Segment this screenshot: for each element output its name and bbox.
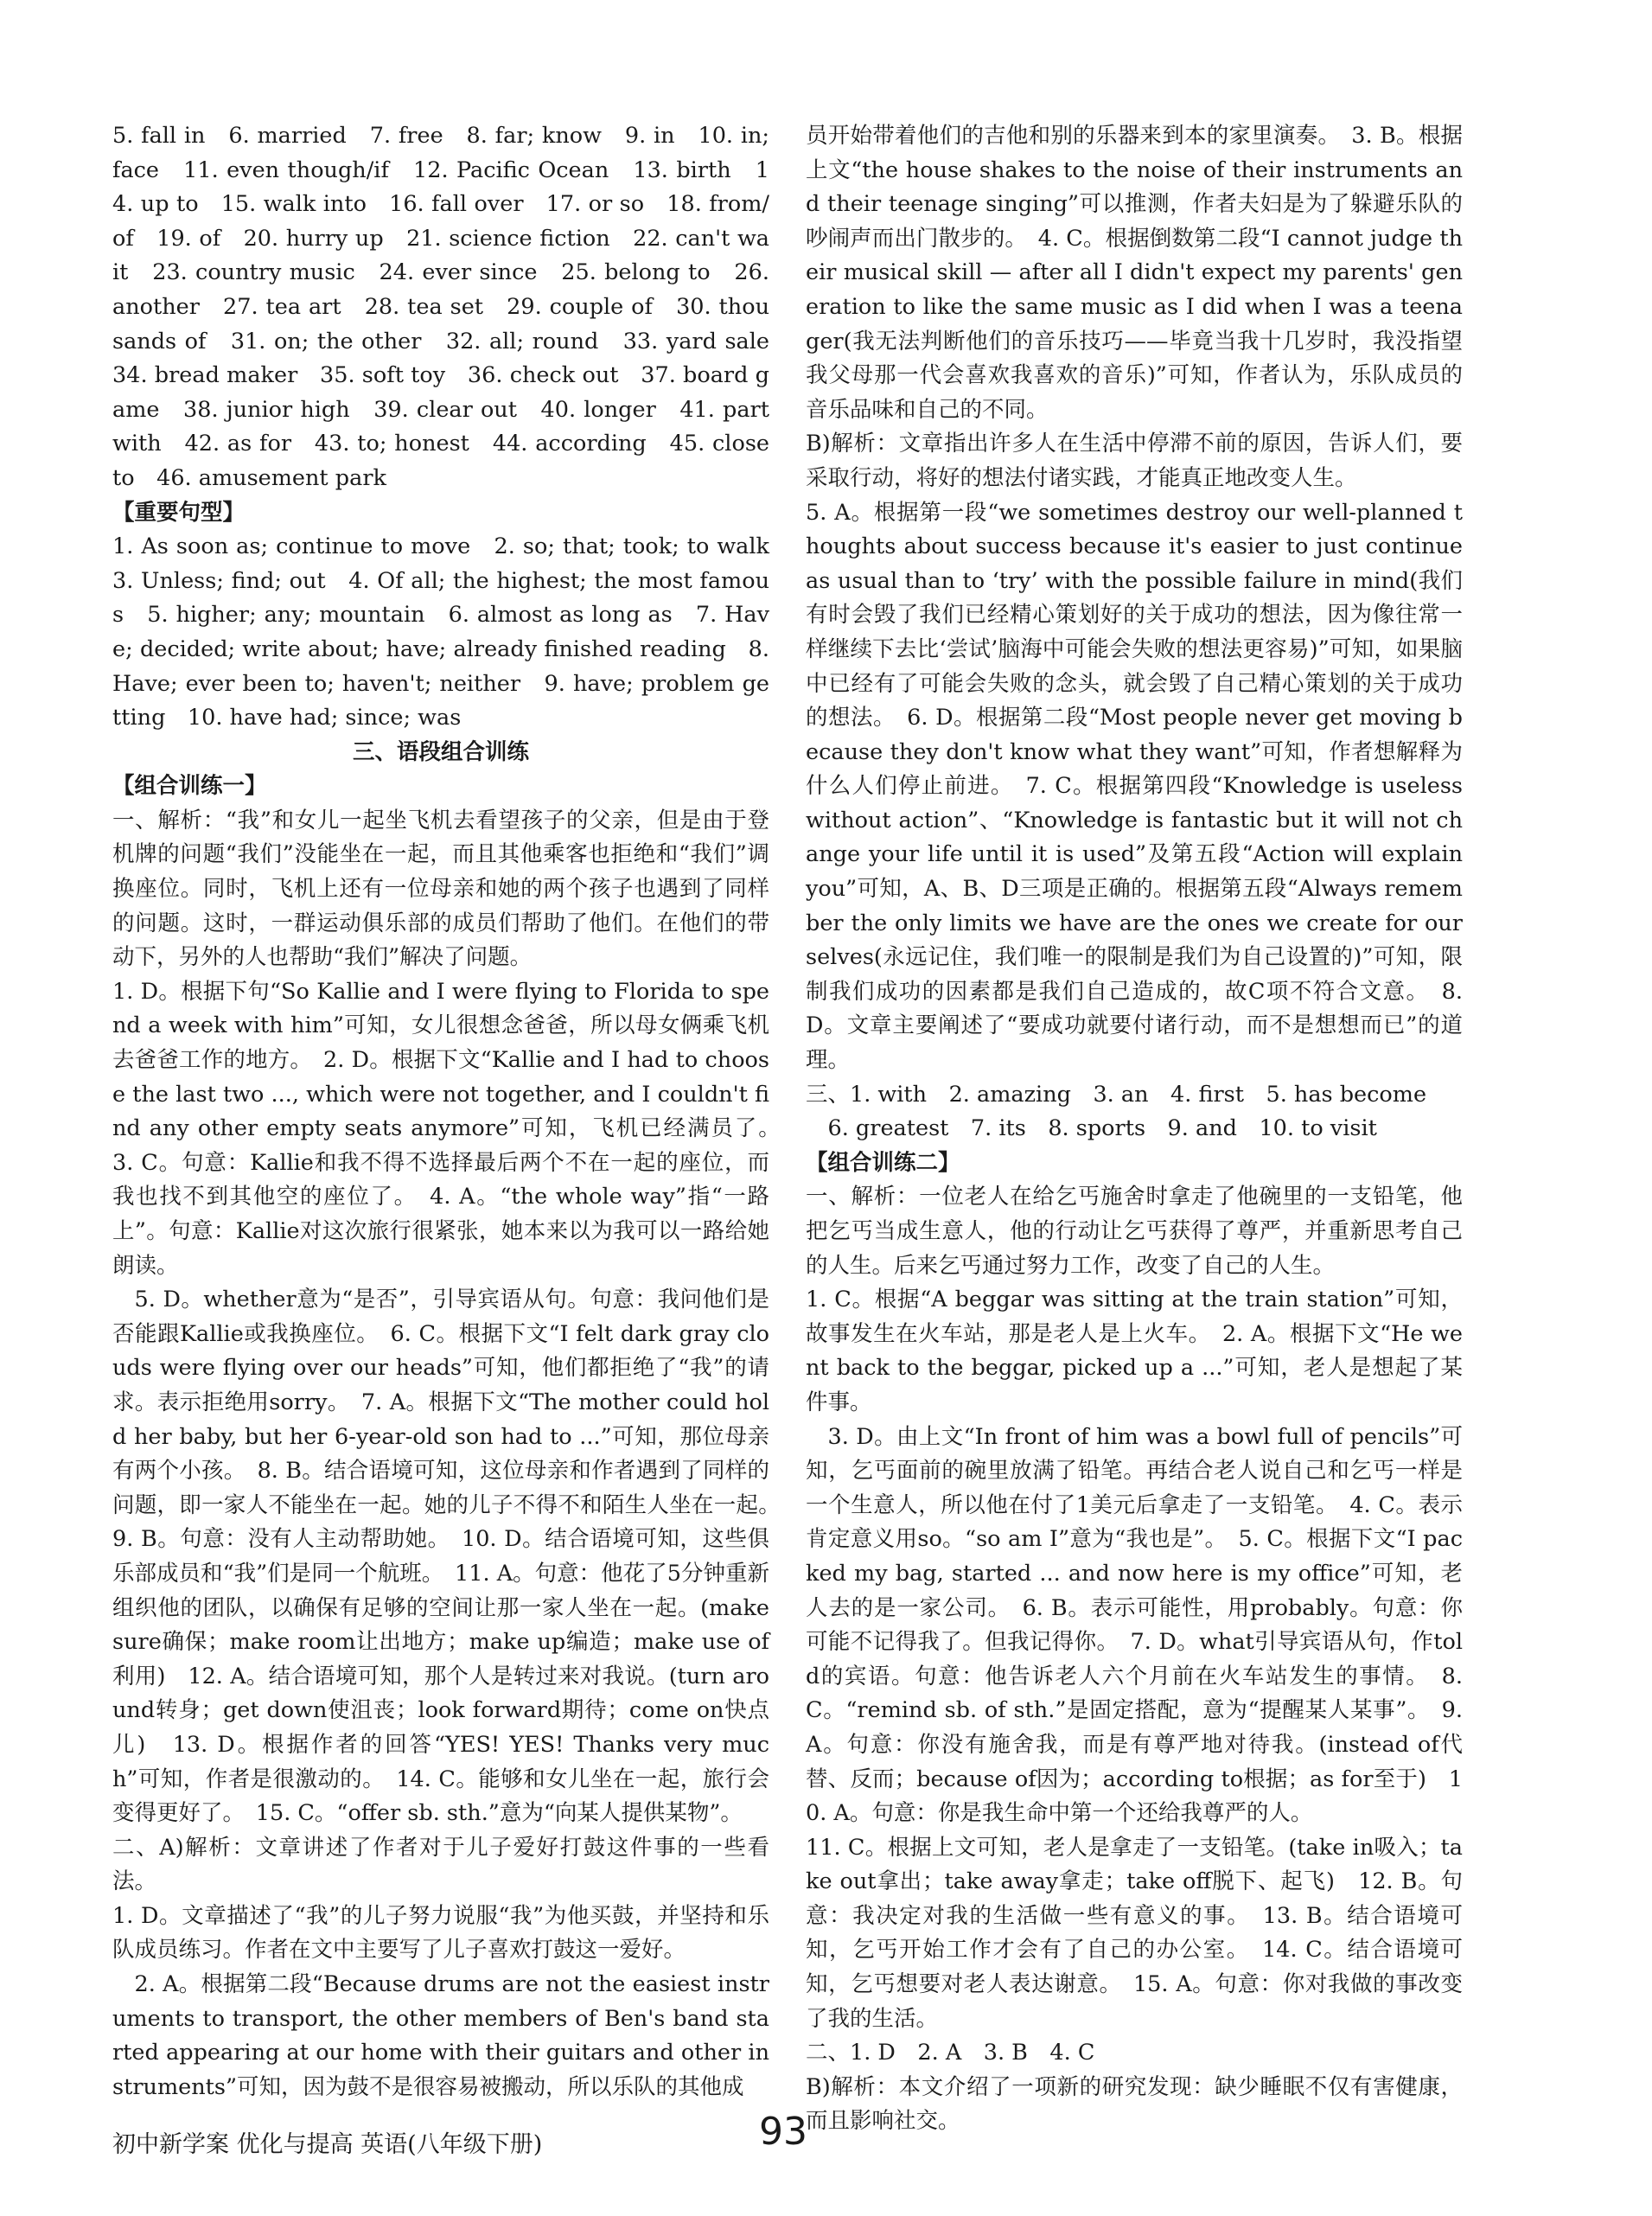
group-1-2a-p1: 1. D。文章描述了“我”的儿子努力说服“我”为他买鼓，并坚持和乐队成员练习。作者在文中主要写了儿子喜欢打鼓这一爱好。: [112, 1902, 769, 1964]
group-2-intro: 一、解析：一位老人在给乞丐施舍时拿走了他碗里的一支铅笔，他把乞丐当成生意人，他的行动让乞丐获得了尊严，并重新思考自己的人生。后来乞丐通过努力工作，改变了自己的人生。: [806, 1184, 1463, 1279]
group-2-part-1: 1. C。根据“A beggar was sitting at the train station”可知，故事发生在火车站，那是老人是上火车。 2. A。根据下文“He went back to the beggar, picked up a ...”可知，老人是想起了某件事。: [806, 1287, 1463, 1415]
group-1-2a-p2: 2. A。根据第二段“Because drums are not the easiest instruments to transport, the other members of Ben's band started appearing at our home with their guitars and other instruments”可知，因为鼓不是很容易被搬动，所以乐队的其他成: [112, 1971, 769, 2100]
group-1-2a-intro: 二、A)解析：文章讲述了作者对于儿子爱好打鼓这件事的一些看法。: [112, 1834, 769, 1895]
group-1-part-1: 1. D。根据下句“So Kallie and I were flying to Florida to spend a week with him”可知，女儿很想念爸爸，所以母女俩乘飞机去爸爸工作的地方。 2. D。根据下文“Kallie and I had to choose the last two ..., which were not together, and I couldn't find any other empty seats anymore”可知，飞机已经满员了。 3. C。句意：Kallie和我不得不选择最后两个不在一起的座位，而我也找不到其他空的座位了。 4. A。“the whole way”指“一路上”。句意：Kallie对这次旅行很紧张，她本来以为我可以一路给她朗读。: [112, 978, 792, 1279]
page-number: 93: [759, 2110, 807, 2154]
vocab-answers: 5. fall in 6. married 7. free 8. far; know 9. in 10. in; face 11. even though/if 12. Pacific Ocean 13. birth 14. up to 15. walk into 16. fall over 17. or so 18. from/of 19. of 20. hurry up 21. science fiction 22. can't wait 23. country music 24. ever since 25. belong to 26. another 27. tea art 28. tea set 29. couple of 30. thousands of 31. on; the other 32. all; round 33. yard sale 34. bread maker 35. soft toy 36. check out 37. board game 38. junior high 39. clear out 40. longer 41. part with 42. as for 43. to; honest 44. according 45. close to 46. amusement park: [112, 123, 792, 491]
section-3-heading: 三、语段组合训练: [352, 738, 529, 765]
right-continuation: 员开始带着他们的吉他和别的乐器来到本的家里演奏。 3. B。根据上文“the house shakes to the noise of their instruments and their teenage singing”可以推测，作者夫妇是为了躲避乐队的吵闹声而出门散步的。 4. C。根据倒数第二段“I cannot judge their musical skill — after all I didn't expect my parents' generation to like the same music as I did when I was a teenager(我无法判断他们的音乐技巧——毕竟当我十几岁时，我没指望我父母那一代会喜欢我喜欢的音乐)”可知，作者认为，乐队成员的音乐品味和自己的不同。: [806, 123, 1463, 423]
group-2-part-3: 11. C。根据上文可知，老人是拿走了一支铅笔。(take in吸入；take out拿出；take away拿走；take off脱下、起飞) 12. B。句意：我决定对我的生活做一些有意义的事。 13. B。结合语境可知，乞丐开始工作才会有了自己的办公室。 14. C。结合语境可知，乞丐想要对老人表达谢意。 15. A。句意：你对我做的事改变了我的生活。: [806, 1834, 1463, 2032]
group-1-heading: 【组合训练一】: [112, 773, 267, 800]
group-2-section-2: 二、1. D 2. A 3. B 4. C: [806, 2040, 1095, 2066]
sentence-heading: 【重要句型】: [112, 499, 246, 526]
group-2-b-intro: B)解析：本文介绍了一项新的研究发现：缺少睡眠不仅有害健康，而且影响社交。: [806, 2073, 1463, 2135]
group-1-3-answers-b: 6. greatest 7. its 8. sports 9. and 10. to visit: [827, 1115, 1377, 1142]
book-title-footer: 初中新学案 优化与提高 英语(八年级下册): [112, 2131, 543, 2158]
group-1-intro: 一、解析：“我”和女儿一起坐飞机去看望孩子的父亲，但是由于登机牌的问题“我们”没能坐在一起，而且其他乘客也拒绝和“我们”调换座位。同时，飞机上还有一位母亲和她的两个孩子也遇到了同样的问题。这时，一群运动俱乐部的成员们帮助了他们。在他们的带动下，另外的人也帮助“我们”解决了问题。: [112, 807, 769, 971]
left-column: [112, 119, 792, 2104]
group-1-part-2: 5. D。whether意为“是否”，引导宾语从句。句意：我问他们是否能跟Kallie或我换座位。 6. C。根据下文“I felt dark gray clouds were flying over our heads”可知，他们都拒绝了“我”的请求。表示拒绝用sorry。 7. A。根据下文“The mother could hold her baby, but her 6-year-old son had to ...”可知，那位母亲有两个小孩。 8. B。结合语境可知，这位母亲和作者遇到了同样的问题，即一家人不能坐在一起。她的儿子不得不和陌生人坐在一起。 9. B。句意：没有人主动帮助她。 10. D。结合语境可知，这些俱乐部成员和“我”们是同一个航班。 11. A。句意：他花了5分钟重新组织他的团队，以确保有足够的空间让那一家人坐在一起。(make sure确保；make room让出地方；make up编造；make use of利用) 12. A。结合语境可知，那个人是转过来对我说。(turn around转身；get down使沮丧；look forward期待；come on快点儿) 13. D。根据作者的回答“YES! YES! Thanks very much”可知，作者是很激动的。 14. C。能够和女儿坐在一起，旅行会变得更好了。 15. C。“offer sb. sth.”意为“向某人提供某物”。: [112, 1287, 792, 1827]
group-1-2b-answers: 5. A。根据第一段“we sometimes destroy our well-planned thoughts about success because it's easier to just continue as usual than to ‘try’ with the possible failure in mind(我们有时会毁了我们已经精心策划好的关于成功的想法，因为像往常一样继续下去比‘尝试’脑海中可能会失败的想法更容易)”可知，如果脑中已经有了可能会失败的念头，就会毁了自己精心策划的关于成功的想法。 6. D。根据第二段“Most people never get moving because they don't know what they want”可知，作者想解释为什么人们停止前进。 7. C。根据第四段“Knowledge is useless without action”、“Knowledge is fantastic but it will not change your life until it is used”及第五段“Action will explain you”可知，A、B、D三项是正确的。根据第五段“Always remember the only limits we have are the ones we create for ourselves(永远记住，我们唯一的限制是我们为自己设置的)”可知，限制我们成功的因素都是我们自己造成的，故C项不符合文意。 8. D。文章主要阐述了“要成功就要付诸行动，而不是想想而已”的道理。: [806, 499, 1463, 1074]
right-column: [806, 119, 1463, 2139]
group-2-heading: 【组合训练二】: [806, 1149, 960, 1176]
group-1-3-answers-a: 三、1. with 2. amazing 3. an 4. first 5. has become: [806, 1081, 1427, 1108]
group-2-part-2: 3. D。由上文“In front of him was a bowl full of pencils”可知，乞丐面前的碗里放满了铅笔。再结合老人说自己和乞丐一样是一个生意人，所以他在付了1美元后拿走了一支铅笔。 4. C。表示肯定意义用so。“so am I”意为“我也是”。 5. C。根据下文“I packed my bag, started ... and now here is my office”可知，老人去的是一家公司。 6. B。表示可能性，用probably。句意：你可能不记得我了。但我记得你。 7. D。what引导宾语从句，作told的宾语。句意：他告诉老人六个月前在火车站发生的事情。 8. C。“remind sb. of sth.”是固定搭配，意为“提醒某人某事”。 9. A。句意：你没有施舍我，而是有尊严地对待我。(instead of代替、反而；because of因为；according to根据；as for至于) 10. A。句意：你是我生命中第一个还给我尊严的人。: [806, 1423, 1463, 1827]
sentence-answers: 1. As soon as; continue to move 2. so; that; took; to walk 3. Unless; find; out 4. Of all; the highest; the most famous 5. higher; any; mountain 6. almost as long as 7. Have; decided; write about; have; already finished reading 8. Have; ever been to; haven't; neither 9. have; problem getting 10. have had; since; was: [112, 533, 792, 731]
group-1-2b-intro: B)解析：文章指出许多人在生活中停滞不前的原因，告诉人们，要采取行动，将好的想法付诸实践，才能真正地改变人生。: [806, 431, 1463, 491]
